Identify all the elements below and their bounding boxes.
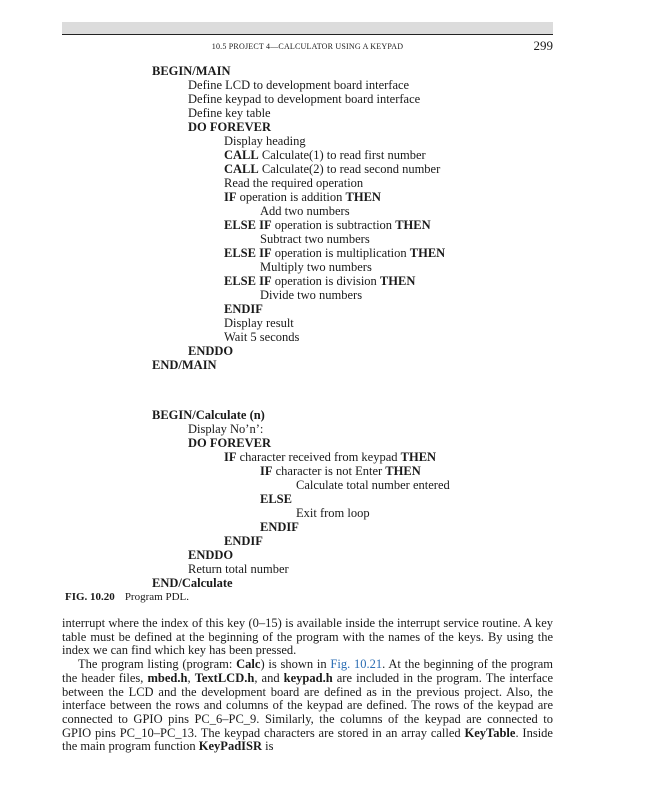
pdl-line: Define keypad to development board interface <box>188 92 421 106</box>
pdl-line: Add two numbers <box>260 204 350 218</box>
pdl-line: Multiply two numbers <box>260 260 372 274</box>
pdl-line: Divide two numbers <box>260 288 363 302</box>
running-head: 10.5 PROJECT 4—CALCULATOR USING A KEYPAD <box>211 42 404 51</box>
text-run: , and <box>254 670 284 685</box>
pdl-keyword: ELSE IF <box>224 246 272 260</box>
file-name: TextLCD.h <box>194 670 255 685</box>
pdl-do-forever: DO FOREVER <box>188 436 271 450</box>
text-run: ) is shown in <box>260 657 331 672</box>
pdl-elseif-line <box>224 218 431 232</box>
pdl-enddo: ENDDO <box>188 548 234 562</box>
pdl-line: Display result <box>224 316 294 330</box>
paragraph <box>62 658 553 754</box>
pdl-endif: ENDIF <box>260 520 299 534</box>
pdl-end-main: END/MAIN <box>152 358 217 372</box>
pdl-text: operation is subtraction <box>271 218 396 232</box>
pdl-call-line <box>224 162 440 176</box>
pdl-keyword: ELSE IF <box>224 274 272 288</box>
pdl-text: operation is multiplication <box>271 246 410 260</box>
figure-label: FIG. 10.20 <box>65 591 115 603</box>
pdl-line: Define key table <box>188 106 271 120</box>
body-text <box>62 617 553 754</box>
pdl-line: Read the required operation <box>224 176 364 190</box>
file-name: mbed.h <box>147 670 188 685</box>
program-name: Calc <box>236 657 261 672</box>
pdl-keyword: THEN <box>385 464 421 478</box>
pdl-endif: ENDIF <box>224 302 263 316</box>
pdl-do-forever: DO FOREVER <box>188 120 271 134</box>
text-run: . Inside the main program function <box>62 725 553 754</box>
pdl-keyword: IF <box>260 464 273 478</box>
pdl-keyword: ELSE IF <box>224 218 272 232</box>
pdl-line: Define LCD to development board interface <box>188 78 410 92</box>
pdl-keyword: THEN <box>395 218 431 232</box>
pdl-elseif-line <box>224 274 415 288</box>
pdl-line: Display No’n’: <box>188 422 264 436</box>
pdl-if-line <box>224 450 436 464</box>
pdl-keyword: IF <box>224 190 237 204</box>
pdl-begin-main: BEGIN/MAIN <box>152 64 231 78</box>
pdl-line: Return total number <box>188 562 289 576</box>
pdl-keyword: IF <box>224 450 237 464</box>
figure-caption <box>65 591 189 603</box>
pdl-line: Wait 5 seconds <box>224 330 300 344</box>
paragraph: interrupt where the index of this key (0–15) is available inside the interrupt service routine. A key table must be defined at the beginning of the program with the names of the keys. By using the index we can find which key has been pressed. <box>62 616 553 658</box>
pdl-keyword: CALL <box>224 148 259 162</box>
pdl-line: Display heading <box>224 134 306 148</box>
text-run: is <box>261 739 274 754</box>
pdl-call-line <box>224 148 426 162</box>
pdl-text: Calculate(1) to read first number <box>258 148 426 162</box>
figure-reference-link[interactable]: Fig. 10.21 <box>330 657 383 672</box>
pdl-keyword: THEN <box>379 274 416 288</box>
figure-title: Program PDL. <box>124 591 189 603</box>
page-header <box>62 34 553 57</box>
pdl-begin-calculate: BEGIN/Calculate (n) <box>152 408 265 422</box>
pdl-if-line <box>224 190 381 204</box>
pdl-line: Exit from loop <box>296 506 370 520</box>
pdl-text: character received from keypad <box>236 450 401 464</box>
pdl-else: ELSE <box>260 492 292 506</box>
text-run: are included in the program. The interface between the LCD and the development board are defined as in the previous project. Also, the interface between the rows and columns of the keypad are defined. The rows of the keypad are connected to GPIO pins PC_6–PC_9. Similarly, the columns of the keypad are connected to GPIO pins PC_10–PC_13. The keypad characters are stored in an array called <box>62 670 553 740</box>
pdl-end-calculate: END/Calculate <box>152 576 233 590</box>
pdl-line: Subtract two numbers <box>260 232 370 246</box>
pdl-enddo: ENDDO <box>188 344 234 358</box>
pdl-keyword: THEN <box>400 450 437 464</box>
pdl-text: character is not Enter <box>272 464 386 478</box>
pdl-endif: ENDIF <box>224 534 263 548</box>
text-run: , <box>187 670 195 685</box>
text-run: . At the beginning of the program the header files, <box>62 657 553 685</box>
identifier: KeyPadISR <box>198 739 262 754</box>
pdl-if-line <box>260 464 421 478</box>
pdl-text: Calculate(2) to read second number <box>258 162 441 176</box>
file-name: keypad.h <box>283 670 333 685</box>
pdl-keyword: CALL <box>224 162 259 176</box>
pdl-text: operation is addition <box>236 190 346 204</box>
text-run: The program listing (program: <box>78 657 237 672</box>
pdl-line: Calculate total number entered <box>296 478 450 492</box>
pdl-keyword: THEN <box>345 190 381 204</box>
identifier: KeyTable <box>464 725 516 740</box>
pdl-keyword: THEN <box>409 246 446 260</box>
pdl-text: operation is division <box>271 274 380 288</box>
pdl-elseif-line <box>224 246 445 260</box>
top-gray-bar <box>62 22 553 34</box>
page-number: 299 <box>533 38 553 53</box>
